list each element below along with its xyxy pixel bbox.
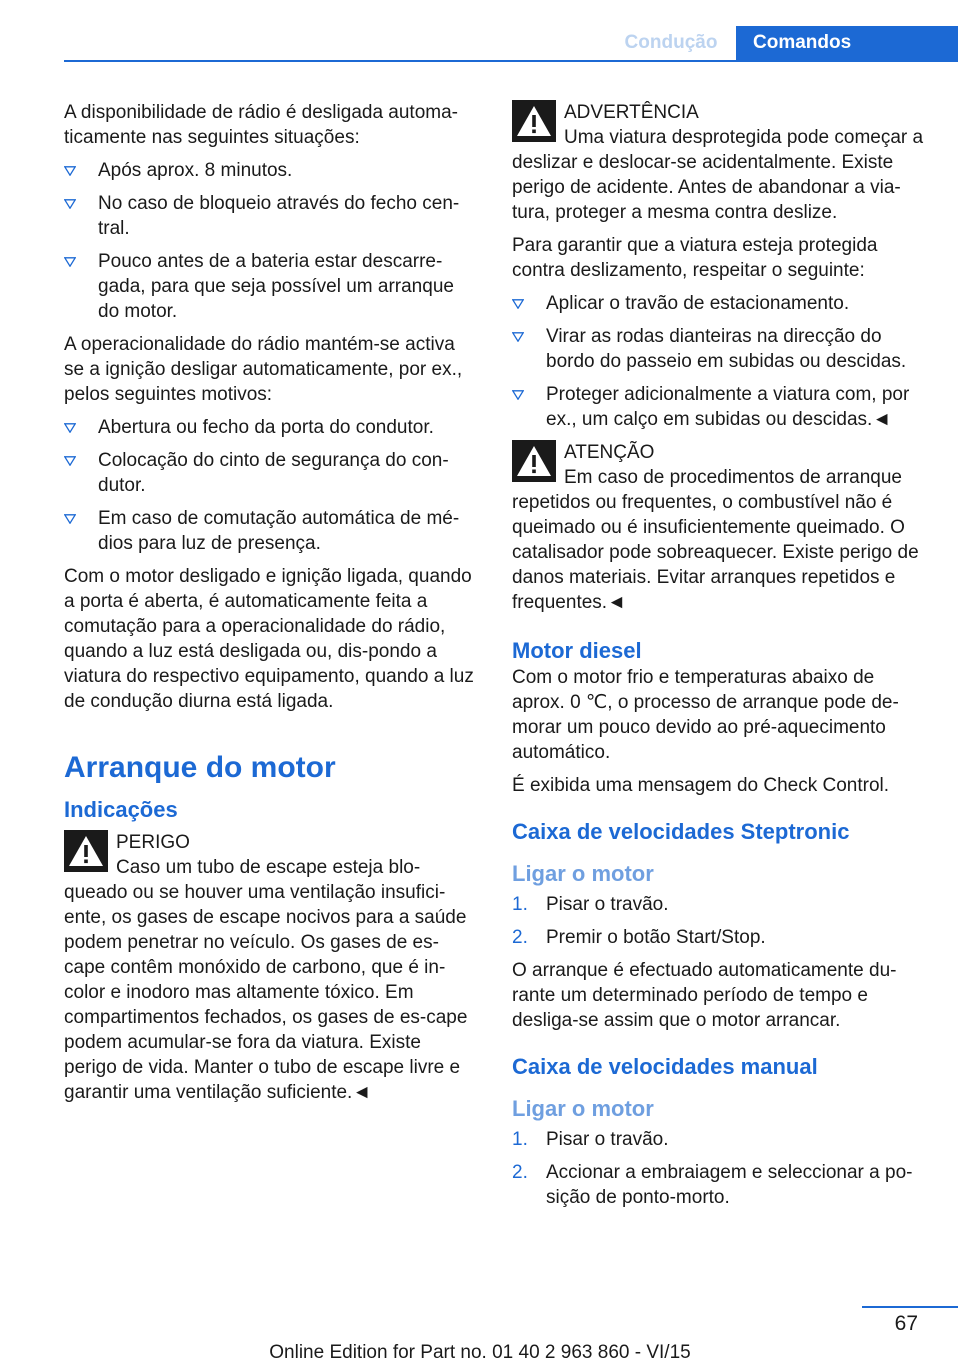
header-tab: Comandos [736,26,958,60]
steps-list-2 [512,1127,928,1210]
footer-rule [862,1306,958,1308]
steptronic-heading: Caixa de velocidades Steptronic [512,819,850,844]
bullet-list-1 [64,158,479,324]
triangle-bullet-icon [64,199,76,209]
manual-heading: Caixa de velocidades manual [512,1054,818,1079]
step-number: 1. [512,1129,528,1150]
diesel-paragraph: Com o motor frio e temperaturas abaixo de aprox. 0 ℃, o processo de arranque pode de-morar um pouco devido ao pré-aquecimento automático. [512,667,899,763]
steps-list-1 [512,892,928,950]
warning-title: PERIGO [116,832,190,853]
radio-operation-paragraph: A operacionalidade do rádio mantém-se activa se a ignição desligar automaticamente, por ex., pelos seguintes motivos: [64,334,463,405]
list-item: Virar as rodas dianteiras na direcção do bordo do passeio em subidas ou descidas. [512,324,928,374]
list-item: 2. Premir o botão Start/Stop. [512,927,766,948]
list-item: 1. Pisar o travão. [512,1129,669,1150]
check-control-paragraph: É exibida uma mensagem do Check Control. [512,775,890,796]
triangle-bullet-icon [64,514,76,524]
list-item: 1. Pisar o travão. [512,894,669,915]
warning-text: Em caso de procedimentos de arranque repetidos ou frequentes, o combustível não é queimado ou é insuficientemente queimado. O catalisador pode sobreaquecer. Existe perigo de danos materiais. Evitar arranques repetidos e frequentes.◄ [512,467,919,613]
bullet-list-3 [512,291,928,432]
warning-triangle-icon [512,100,556,142]
section-heading: Arranque do motor [64,751,336,784]
advertencia-warning [512,100,928,225]
radio-switch-paragraph: Com o motor desligado e ignição ligada, quando a porta é aberta, é automaticamente feita a comutação para a operacionalidade do rádio, quando a luz está desligada ou, dis-pondo a viatura do respectivo equipamento, quando a luz de condução diurna está ligada. [64,566,474,712]
triangle-bullet-icon [512,390,524,400]
list-item: Após aprox. 8 minutos. [64,158,479,183]
step-number: 1. [512,894,528,915]
triangle-bullet-icon [64,166,76,176]
edition-footer: Online Edition for Part no. 01 40 2 963 860 - VI/15 [269,1342,691,1363]
list-item: Aplicar o travão de estacionamento. [512,291,928,316]
start-engine-heading: Ligar o motor [512,1096,654,1121]
header-section: Condução [624,32,718,53]
diesel-heading: Motor diesel [512,638,642,663]
protection-paragraph: Para garantir que a viatura esteja protegida contra deslizamento, respeitar o seguinte: [512,235,878,281]
left-column [64,100,479,1113]
step-number: 2. [512,1162,528,1183]
step-number: 2. [512,927,528,948]
list-item: Pouco antes de a bateria estar descarre-gada, para que seja possível um arranque do motor. [64,249,479,324]
list-item: Colocação do cinto de segurança do con-dutor. [64,448,479,498]
triangle-bullet-icon [64,423,76,433]
subsection-heading: Indicações [64,797,178,822]
right-column [512,100,928,1218]
page-number: 67 [894,1312,918,1335]
triangle-bullet-icon [64,257,76,267]
triangle-bullet-icon [64,456,76,466]
bullet-list-2 [64,415,479,556]
danger-warning [64,830,479,1105]
warning-triangle-icon [512,440,556,482]
list-item: Em caso de comutação automática de mé-dios para luz de presença. [64,506,479,556]
intro-paragraph: A disponibilidade de rádio é desligada automa-ticamente nas seguintes situações: [64,102,458,148]
triangle-bullet-icon [512,299,524,309]
warning-title: ADVERTÊNCIA [564,102,699,123]
warning-triangle-icon [64,830,108,872]
atencao-warning [512,440,928,615]
start-engine-heading: Ligar o motor [512,861,654,886]
list-item: Abertura ou fecho da porta do condutor. [64,415,479,440]
list-item: Proteger adicionalmente a viatura com, por ex., um calço em subidas ou descidas.◄ [512,382,928,432]
header-rule [64,60,958,62]
warning-text: Caso um tubo de escape esteja blo-queado ou se houver uma ventilação insufici-ente, os gases de escape nocivos para a saúde podem penetrar no veículo. Os gases de es-cape contêm monóxido de carbono, que é in-color e inodoro mas altamente tóxico. Em compartimentos fechados, os gases de es-cape podem acumular-se fora da viatura. Existe perigo de vida. Manter o tubo de escape livre e garantir uma ventilação suficiente.◄ [64,857,468,1103]
triangle-bullet-icon [512,332,524,342]
auto-start-paragraph: O arranque é efectuado automaticamente du-rante um determinado período de tempo e desliga-se assim que o motor arrancar. [512,960,897,1031]
list-item: No caso de bloqueio através do fecho cen-tral. [64,191,479,241]
list-item: 2. Accionar a embraiagem e seleccionar a po-sição de ponto-morto. [512,1162,913,1208]
warning-text: Uma viatura desprotegida pode começar a deslizar e deslocar-se acidentalmente. Existe perigo de acidente. Antes de abandonar a via-tura, proteger a mesma contra deslize. [512,127,924,223]
warning-title: ATENÇÃO [564,442,655,463]
